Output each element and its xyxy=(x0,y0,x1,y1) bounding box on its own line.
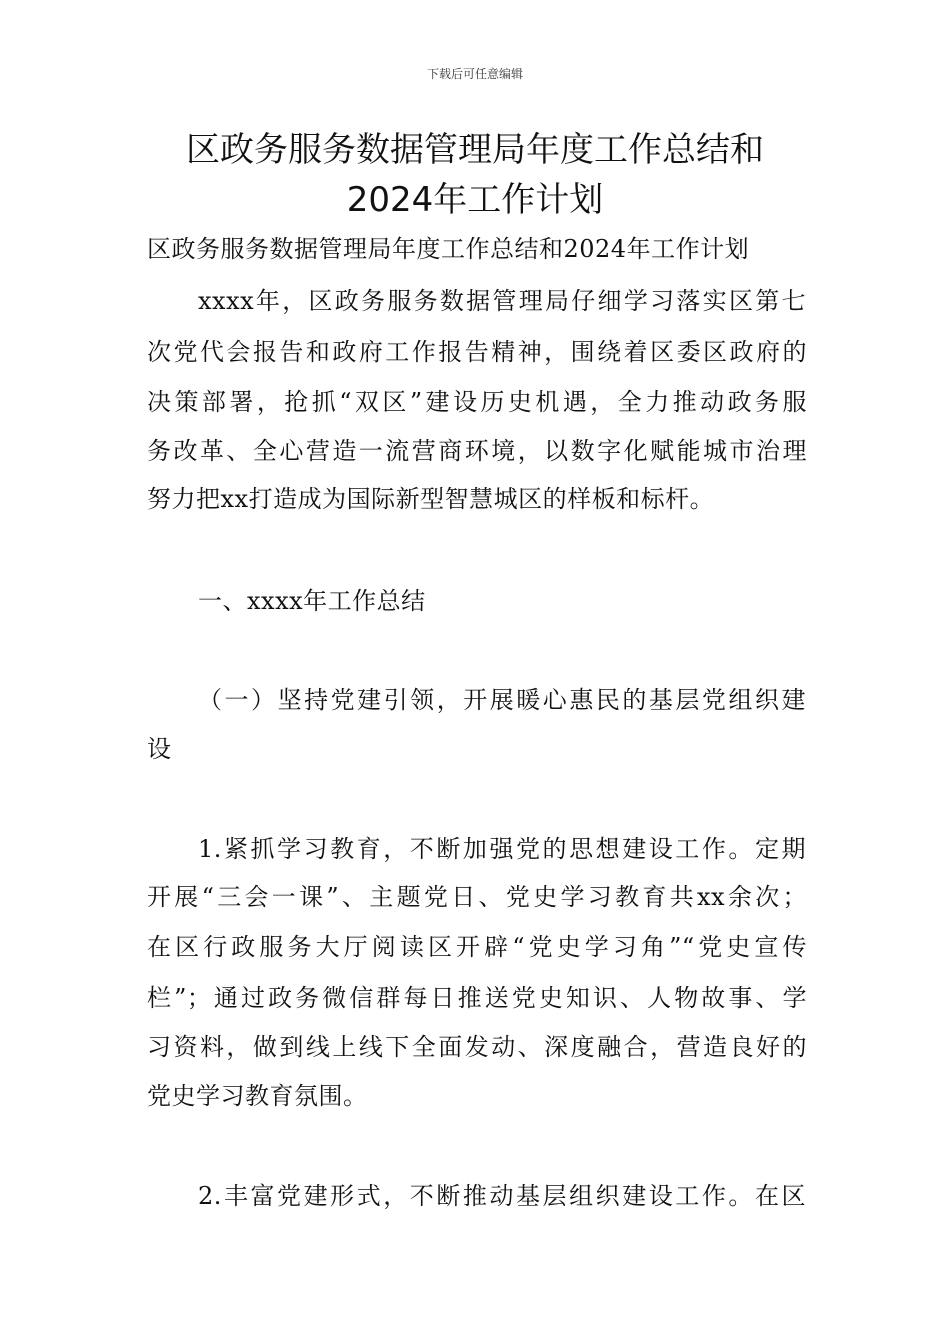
item-line: 2.丰富党建形式，不断推动基层组织建设工作。在区 xyxy=(198,1182,806,1210)
subsection-heading-line: （一）坚持党建引领，开展暖心惠民的基层党组织建 xyxy=(198,686,806,714)
intro-line: 决策部署，抢抓“双区”建设历史机遇，全力推动政务服 xyxy=(147,388,807,416)
intro-line: 次党代会报告和政府工作报告精神，围绕着区委区政府的 xyxy=(147,338,807,366)
section-heading: 一、xxxx年工作总结 xyxy=(198,587,426,615)
subsection-heading-line: 设 xyxy=(147,735,172,763)
item-line: 党史学习教育氛围。 xyxy=(147,1082,368,1110)
item-line: 在区行政服务大厅阅读区开辟“党史学习角”“党史宣传 xyxy=(147,933,807,961)
intro-line: xxxx年，区政务服务数据管理局仔细学习落实区第七 xyxy=(198,287,806,315)
item-line: 栏”；通过政务微信群每日推送党史知识、人物故事、学 xyxy=(147,984,807,1012)
document-title-line-2: 2024年工作计划 xyxy=(346,180,604,220)
document-title-line-1: 区政务服务数据管理局年度工作总结和 xyxy=(186,130,764,170)
intro-line: 努力把xx打造成为国际新型智慧城区的样板和标杆。 xyxy=(147,485,715,513)
subtitle: 区政务服务数据管理局年度工作总结和2024年工作计划 xyxy=(147,235,750,263)
item-line: 1.紧抓学习教育，不断加强党的思想建设工作。定期 xyxy=(198,835,806,863)
header-note: 下载后可任意编辑 xyxy=(426,67,523,81)
item-line: 习资料，做到线上线下全面发动、深度融合，营造良好的 xyxy=(147,1033,807,1061)
item-line: 开展“三会一课”、主题党日、党史学习教育共xx余次； xyxy=(147,883,807,911)
intro-line: 务改革、全心营造一流营商环境，以数字化赋能城市治理 xyxy=(147,437,807,465)
